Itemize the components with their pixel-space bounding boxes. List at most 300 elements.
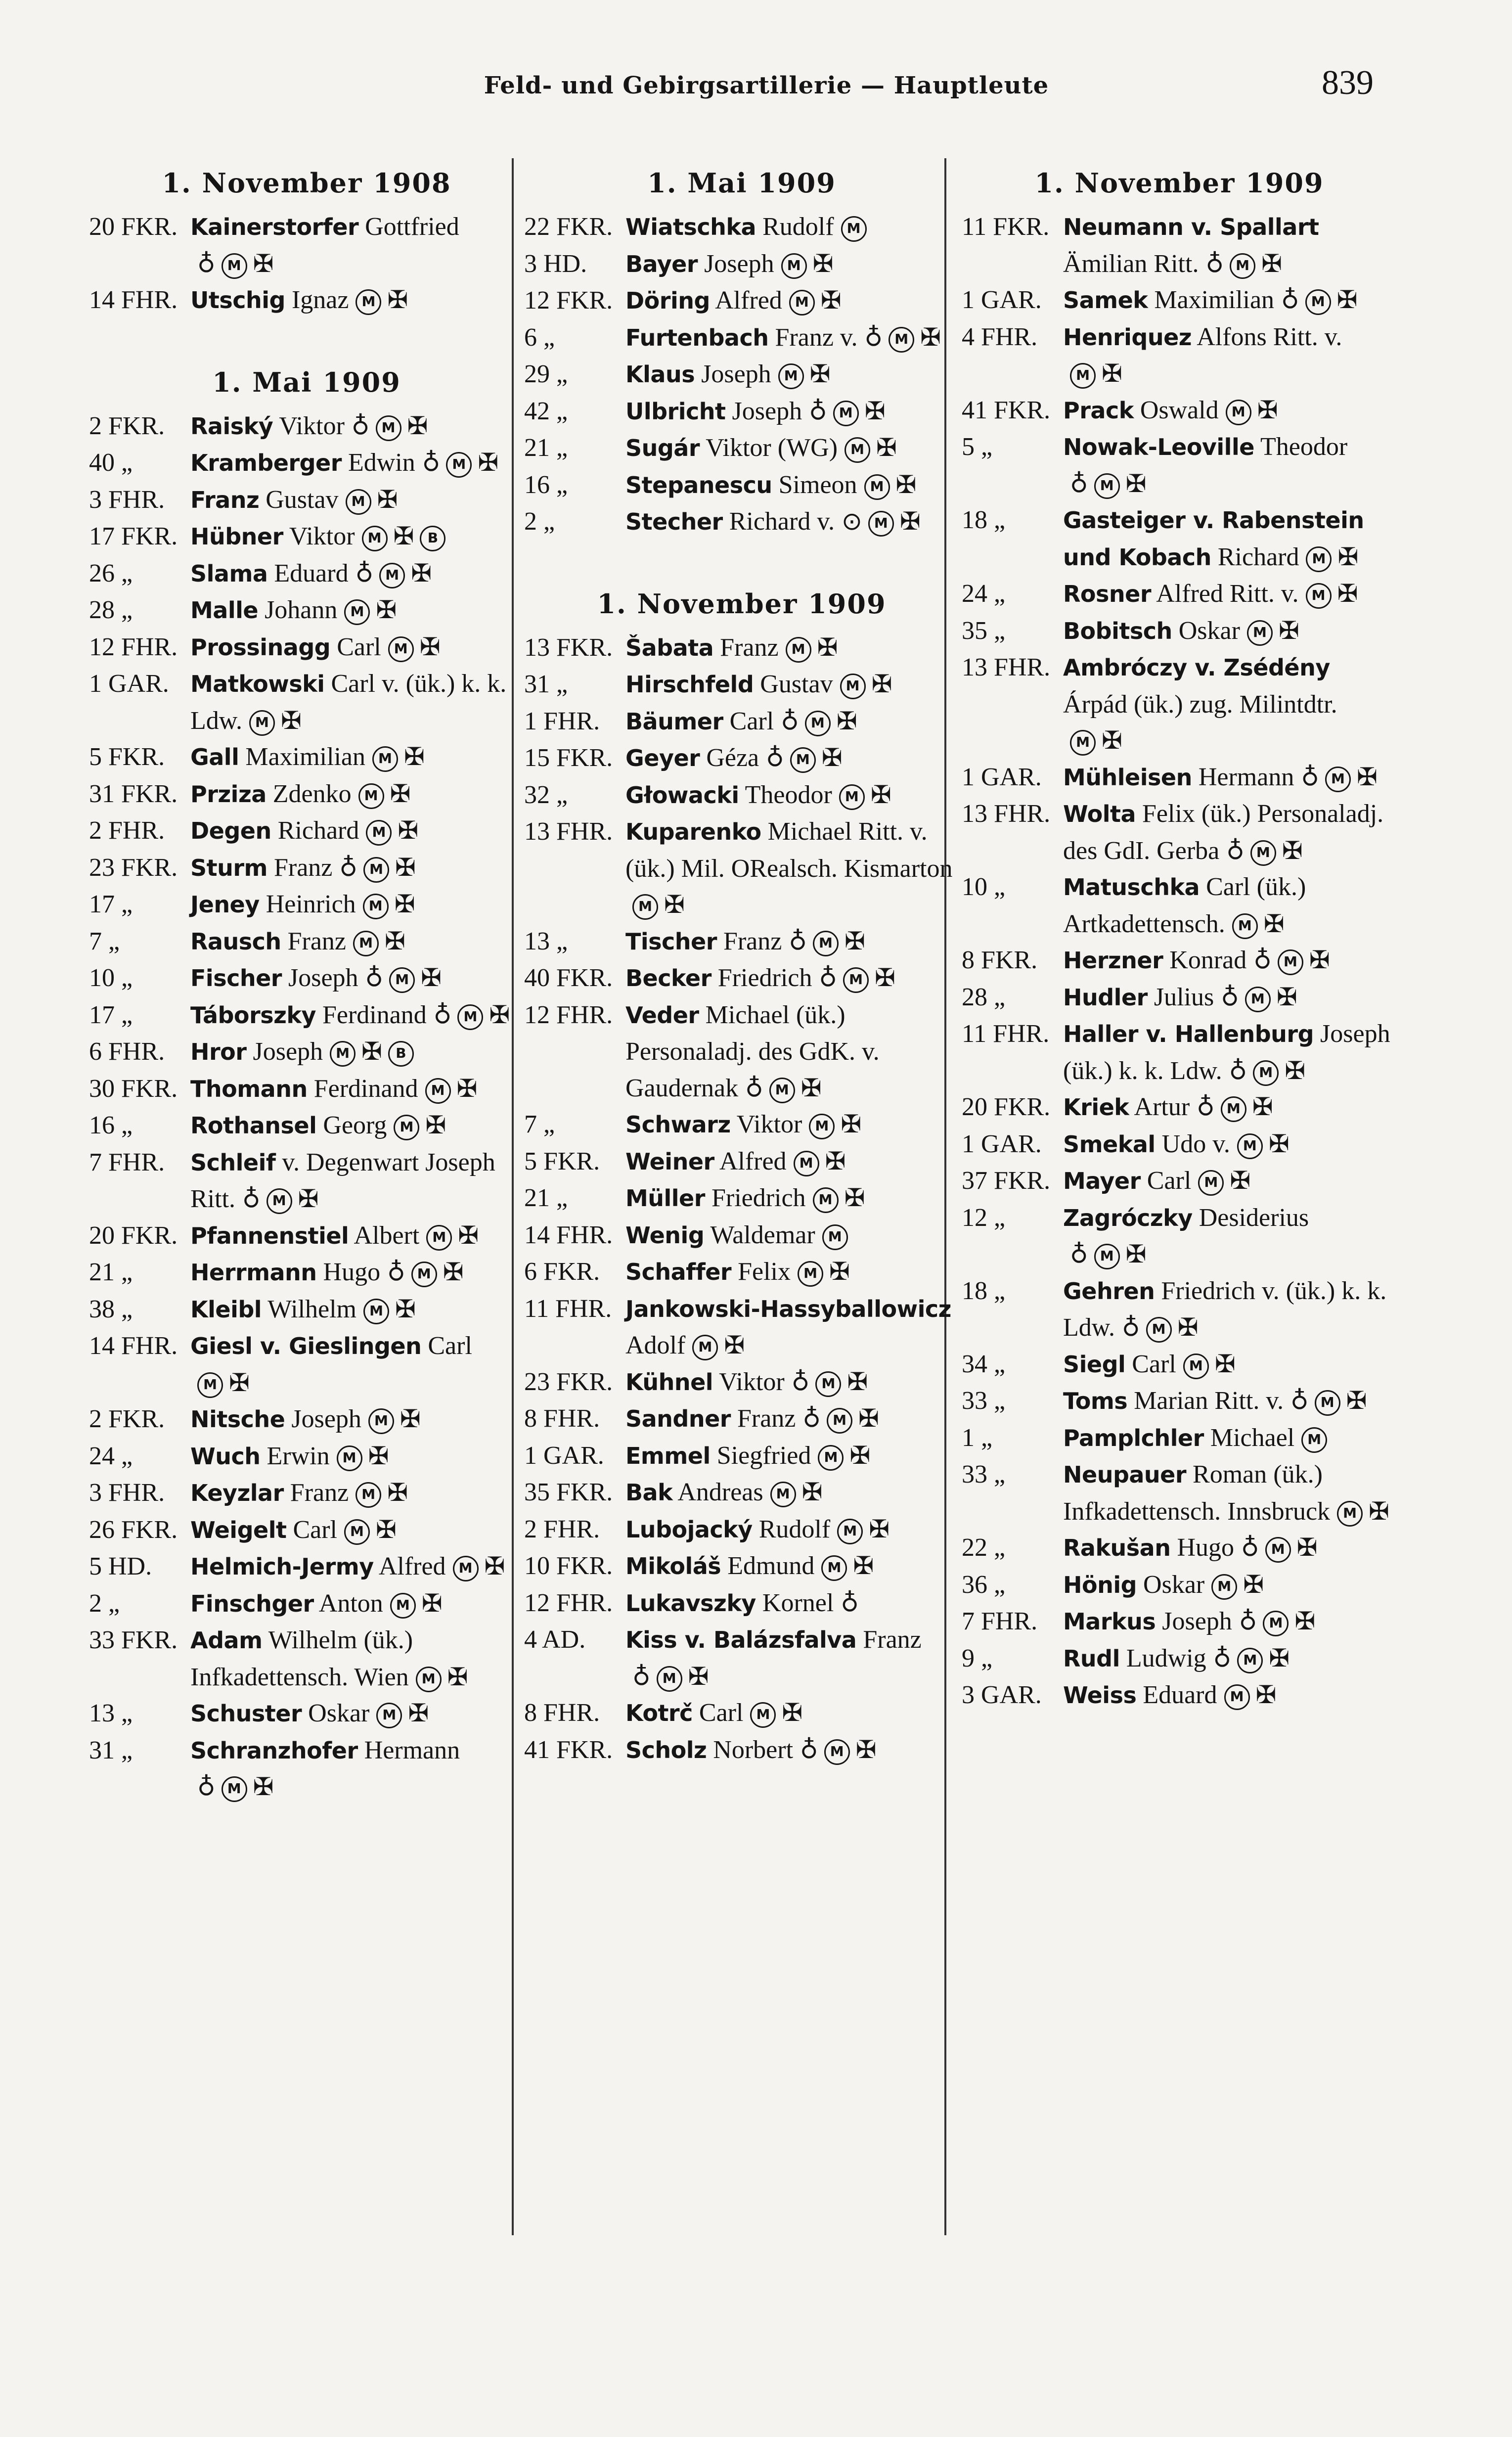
officer-surname: Raiský bbox=[190, 412, 273, 440]
officer-details: Albert bbox=[354, 1221, 420, 1250]
unit-label: 11 FKR. bbox=[962, 213, 1050, 241]
officer-details: Wilhelm (ük.) Infkadettensch. Wien bbox=[190, 1626, 413, 1691]
officer-surname: Hror bbox=[190, 1038, 247, 1065]
unit-label: 32 „ bbox=[524, 780, 568, 809]
unit-label: 2 „ bbox=[89, 1589, 120, 1618]
officer-surname: Stecher bbox=[625, 508, 723, 535]
service-medal-icon: ♁ bbox=[351, 411, 370, 440]
military-merit-medal-icon: M bbox=[376, 415, 401, 441]
decoration-icons bbox=[789, 927, 871, 955]
unit-label: 1 FHR. bbox=[524, 707, 600, 735]
officer-surname: Schaffer bbox=[625, 1259, 732, 1285]
unit-label: 41 FKR. bbox=[962, 396, 1051, 424]
unit-label: 7 „ bbox=[89, 927, 120, 955]
officer-surname: Sandner bbox=[625, 1405, 731, 1432]
officer-details: Friedrich v. (ük.) k. k. Ldw. bbox=[1063, 1276, 1387, 1342]
military-merit-medal-icon: M bbox=[1247, 620, 1273, 646]
service-medal-icon: ♁ bbox=[242, 1184, 261, 1213]
officer-surname: Herzner bbox=[1063, 947, 1163, 974]
officer-details: Viktor bbox=[289, 522, 355, 550]
officer-surname: Fischer bbox=[190, 965, 282, 992]
decoration-icons bbox=[840, 670, 898, 698]
officer-surname: Thomann bbox=[190, 1075, 308, 1102]
unit-label: 1 GAR. bbox=[89, 670, 169, 698]
unit-label: 11 FHR. bbox=[962, 1020, 1050, 1048]
military-merit-medal-icon: M bbox=[1237, 1648, 1263, 1673]
officer-surname: Döring bbox=[625, 287, 710, 314]
unit-label: 4 FHR. bbox=[962, 322, 1038, 351]
section-heading: 1. November 1908 bbox=[162, 167, 451, 199]
officer-surname: Stepanescu bbox=[625, 471, 772, 498]
officer-details: Simeon bbox=[778, 470, 857, 499]
officer-surname: Schwarz bbox=[625, 1111, 731, 1138]
decoration-icons bbox=[346, 486, 404, 514]
military-merit-medal-icon: M bbox=[416, 1667, 442, 1692]
officer-details: Kornel bbox=[762, 1588, 834, 1617]
unit-label: 24 „ bbox=[962, 580, 1006, 608]
officer-details: Oskar bbox=[1178, 616, 1240, 645]
list-item bbox=[962, 209, 1397, 282]
decoration-icons bbox=[781, 250, 840, 278]
unit-label: 14 FHR. bbox=[89, 286, 178, 314]
decoration-icons bbox=[750, 1699, 808, 1727]
service-medal-icon: ♁ bbox=[355, 558, 374, 587]
unit-label: 33 FKR. bbox=[89, 1626, 178, 1654]
military-merit-medal-icon: M bbox=[426, 1225, 452, 1251]
officer-details: Carl bbox=[293, 1515, 337, 1544]
officer-details: Joseph bbox=[253, 1038, 323, 1066]
officer-details: Andreas bbox=[677, 1478, 763, 1506]
jubilee-cross-icon: ✠ bbox=[1276, 982, 1297, 1011]
decoration-icons bbox=[434, 1001, 516, 1029]
officer-surname: Rausch bbox=[190, 928, 281, 955]
list-item bbox=[524, 997, 959, 1107]
officer-details: v. Degenwart Joseph Ritt. bbox=[190, 1148, 495, 1213]
military-merit-medal-icon: M bbox=[1183, 1354, 1209, 1379]
unit-label: 12 „ bbox=[962, 1203, 1006, 1232]
unit-label: 28 „ bbox=[89, 596, 133, 624]
list-item bbox=[89, 445, 524, 482]
military-merit-medal-icon: M bbox=[1226, 400, 1251, 425]
unit-label: 10 FKR. bbox=[524, 1552, 613, 1580]
decoration-icons bbox=[1253, 946, 1336, 974]
jubilee-cross-icon: ✠ bbox=[800, 1073, 822, 1102]
military-merit-medal-icon: M bbox=[1232, 913, 1258, 939]
jubilee-cross-icon: ✠ bbox=[280, 706, 302, 735]
military-merit-medal-icon: M bbox=[864, 474, 890, 500]
officer-surname: Pfannenstiel bbox=[190, 1222, 349, 1249]
officer-surname: Wiatschka bbox=[625, 214, 756, 240]
decoration-icons bbox=[839, 781, 897, 809]
unit-label: 29 „ bbox=[524, 360, 568, 388]
jubilee-cross-icon: ✠ bbox=[1243, 1570, 1264, 1599]
military-merit-medal-icon: M bbox=[770, 1482, 796, 1507]
officer-surname: Furtenbach bbox=[625, 324, 769, 351]
officer-details: Waldemar bbox=[710, 1220, 815, 1249]
unit-label: 3 FHR. bbox=[89, 485, 165, 514]
service-medal-icon: ♁ bbox=[339, 853, 358, 882]
officer-surname: Mikoláš bbox=[625, 1553, 721, 1580]
officer-surname: Siegl bbox=[1063, 1351, 1126, 1378]
list-item bbox=[89, 1218, 524, 1255]
list-item bbox=[962, 1456, 1397, 1530]
military-merit-medal-icon: M bbox=[1263, 1611, 1289, 1636]
military-merit-medal-icon: M bbox=[632, 894, 658, 920]
unit-label: 38 „ bbox=[89, 1295, 133, 1323]
officer-surname: Markus bbox=[1063, 1608, 1156, 1635]
unit-label: 33 „ bbox=[962, 1387, 1006, 1415]
decoration-icons bbox=[1198, 1167, 1256, 1195]
military-merit-medal-icon: M bbox=[798, 1261, 823, 1287]
unit-label: 11 FHR. bbox=[524, 1294, 612, 1323]
military-merit-medal-icon: M bbox=[781, 253, 807, 279]
list-item bbox=[524, 1143, 959, 1180]
section-heading: 1. November 1909 bbox=[1034, 167, 1324, 199]
unit-label: 22 FKR. bbox=[524, 213, 613, 241]
officer-details: Joseph bbox=[291, 1405, 361, 1433]
officer-surname: Bäumer bbox=[625, 708, 723, 735]
jubilee-cross-icon: ✠ bbox=[1278, 616, 1299, 645]
decoration-icons bbox=[813, 1184, 871, 1212]
officer-surname: Schranzhofer bbox=[190, 1737, 358, 1764]
officer-details: Hermann bbox=[1198, 763, 1294, 791]
military-merit-medal-icon: M bbox=[425, 1078, 451, 1104]
jubilee-cross-icon: ✠ bbox=[1255, 1680, 1277, 1709]
unit-label: 5 FKR. bbox=[89, 743, 165, 771]
military-merit-medal-icon: M bbox=[790, 747, 816, 773]
list-item bbox=[962, 282, 1397, 319]
unit-label: 41 FKR. bbox=[524, 1735, 613, 1764]
list-item bbox=[962, 869, 1397, 942]
jubilee-cross-icon: ✠ bbox=[443, 1258, 464, 1286]
list-item bbox=[89, 1548, 524, 1585]
decoration-icons bbox=[845, 434, 903, 462]
military-merit-medal-icon: M bbox=[411, 1262, 437, 1287]
military-merit-medal-icon: M bbox=[1245, 987, 1271, 1012]
officer-surname: Tischer bbox=[625, 928, 717, 955]
decoration-icons bbox=[337, 1442, 395, 1470]
military-merit-medal-icon: M bbox=[824, 1739, 850, 1765]
list-item bbox=[524, 1585, 959, 1622]
jubilee-cross-icon: ✠ bbox=[398, 816, 419, 845]
officer-details: Rudolf bbox=[758, 1515, 831, 1543]
military-merit-medal-icon: M bbox=[267, 1188, 292, 1214]
unit-label: 13 „ bbox=[89, 1699, 133, 1727]
list-item bbox=[962, 942, 1397, 979]
officer-surname: Henriquez bbox=[1063, 323, 1192, 351]
unit-label: 13 „ bbox=[524, 927, 568, 955]
section-heading: 1. November 1909 bbox=[597, 587, 887, 620]
decoration-icons bbox=[821, 1552, 880, 1580]
officer-details: Géza bbox=[706, 744, 759, 772]
military-merit-medal-icon: M bbox=[1211, 1574, 1237, 1600]
unit-label: 20 FKR. bbox=[962, 1093, 1051, 1121]
decoration-icons bbox=[818, 1442, 876, 1470]
officer-surname: Weiss bbox=[1063, 1682, 1137, 1709]
officer-surname: Scholz bbox=[625, 1736, 707, 1763]
service-medal-icon: ♁ bbox=[1213, 1643, 1232, 1672]
list-item bbox=[524, 209, 959, 246]
list-item bbox=[89, 408, 524, 445]
jubilee-cross-icon: ✠ bbox=[1261, 249, 1282, 278]
officer-details: Viktor (WG) bbox=[706, 434, 838, 462]
officer-surname: Prack bbox=[1063, 397, 1134, 424]
service-medal-icon: ♁ bbox=[766, 743, 784, 772]
decoration-icons bbox=[365, 964, 448, 992]
unit-label: 16 „ bbox=[524, 470, 568, 499]
jubilee-cross-icon: ✠ bbox=[1252, 1092, 1273, 1121]
jubilee-cross-icon: ✠ bbox=[855, 1735, 877, 1764]
jubilee-cross-icon: ✠ bbox=[421, 963, 442, 992]
decoration-icons bbox=[390, 1589, 448, 1618]
jubilee-cross-icon: ✠ bbox=[411, 558, 432, 587]
list-item bbox=[962, 649, 1397, 759]
military-merit-medal-icon: M bbox=[368, 1408, 394, 1434]
jubilee-cross-icon: ✠ bbox=[836, 706, 857, 735]
page-number: 839 bbox=[1322, 64, 1374, 102]
officer-details: Theodor bbox=[745, 780, 832, 809]
unit-label: 1 GAR. bbox=[962, 286, 1042, 314]
jubilee-cross-icon: ✠ bbox=[724, 1331, 745, 1359]
service-medal-icon: ♁ bbox=[1070, 1240, 1088, 1268]
list-item bbox=[89, 1622, 524, 1695]
list-item bbox=[962, 796, 1397, 869]
officer-surname: Zagróczky bbox=[1063, 1204, 1193, 1231]
jubilee-cross-icon: ✠ bbox=[387, 1478, 408, 1507]
list-item bbox=[89, 850, 524, 887]
list-item bbox=[524, 666, 959, 703]
unit-label: 3 FHR. bbox=[89, 1479, 165, 1507]
list-item bbox=[89, 923, 524, 960]
list-item bbox=[962, 429, 1397, 502]
jubilee-cross-icon: ✠ bbox=[875, 963, 895, 992]
service-medal-icon: ♁ bbox=[841, 1588, 859, 1617]
jubilee-cross-icon: ✠ bbox=[801, 1478, 823, 1506]
jubilee-cross-icon: ✠ bbox=[1102, 359, 1122, 388]
unit-label: 2 FKR. bbox=[89, 1405, 165, 1433]
officer-details: Carl bbox=[729, 707, 774, 735]
military-merit-medal-icon: M bbox=[197, 1372, 223, 1398]
jubilee-cross-icon: ✠ bbox=[876, 433, 897, 462]
jubilee-cross-icon: ✠ bbox=[390, 779, 411, 808]
jubilee-cross-icon: ✠ bbox=[1369, 1496, 1389, 1526]
military-merit-medal-icon: M bbox=[1070, 363, 1096, 389]
list-item bbox=[524, 356, 959, 393]
jubilee-cross-icon: ✠ bbox=[458, 1220, 479, 1250]
jubilee-cross-icon: ✠ bbox=[870, 780, 891, 809]
officer-surname: Hirschfeld bbox=[625, 671, 754, 698]
unit-label: 18 „ bbox=[962, 506, 1006, 534]
service-medal-icon: ♁ bbox=[1301, 762, 1319, 791]
list-item bbox=[524, 246, 959, 283]
decoration-icons bbox=[197, 1369, 256, 1397]
decoration-icons bbox=[426, 1221, 485, 1250]
officer-surname: Gall bbox=[190, 744, 239, 770]
decoration-icons bbox=[387, 1258, 470, 1286]
unit-label: 3 GAR. bbox=[962, 1681, 1042, 1709]
list-item bbox=[524, 703, 959, 740]
officer-surname: Kramberger bbox=[190, 450, 342, 476]
service-medal-icon: ♁ bbox=[422, 448, 441, 477]
jubilee-cross-icon: ✠ bbox=[809, 360, 831, 388]
list-item bbox=[524, 1732, 959, 1769]
list-item bbox=[524, 1400, 959, 1438]
unit-label: 16 „ bbox=[89, 1111, 133, 1139]
unit-label: 13 FHR. bbox=[962, 653, 1051, 681]
list-item bbox=[524, 393, 959, 430]
officer-surname: Ambróczy v. Zsédény bbox=[1063, 654, 1330, 681]
unit-label: 24 „ bbox=[89, 1442, 133, 1470]
jubilee-cross-icon: ✠ bbox=[478, 448, 499, 477]
column-1 bbox=[89, 158, 524, 1805]
unit-label: 2 FHR. bbox=[524, 1515, 600, 1543]
jubilee-cross-icon: ✠ bbox=[688, 1662, 709, 1691]
military-merit-medal-icon: M bbox=[379, 563, 405, 588]
military-merit-medal-icon: M bbox=[818, 1445, 844, 1471]
military-merit-medal-icon: M bbox=[657, 1666, 682, 1692]
military-merit-medal-icon: M bbox=[833, 401, 859, 426]
list-item bbox=[962, 502, 1397, 576]
military-merit-medal-icon: M bbox=[815, 1371, 841, 1397]
jubilee-cross-icon: ✠ bbox=[1125, 469, 1147, 498]
jubilee-cross-icon: ✠ bbox=[821, 743, 843, 772]
list-item bbox=[524, 1180, 959, 1217]
officer-surname: Kleibl bbox=[190, 1296, 262, 1323]
military-merit-medal-icon: M bbox=[822, 1224, 848, 1250]
unit-label: 23 FKR. bbox=[89, 853, 178, 882]
decoration-icons bbox=[778, 360, 837, 388]
jubilee-cross-icon: ✠ bbox=[385, 926, 405, 955]
decoration-icons bbox=[837, 1515, 895, 1543]
jubilee-cross-icon: ✠ bbox=[1282, 836, 1303, 865]
unit-label: 36 „ bbox=[962, 1570, 1006, 1599]
military-merit-medal-icon: M bbox=[330, 1041, 356, 1067]
officer-details: Julius bbox=[1154, 983, 1214, 1011]
officer-surname: Toms bbox=[1063, 1388, 1128, 1414]
military-merit-medal-icon: M bbox=[1253, 1060, 1279, 1086]
unit-label: 17 „ bbox=[89, 1000, 133, 1029]
list-item bbox=[524, 1106, 959, 1143]
officer-details: Edwin bbox=[348, 449, 415, 477]
officer-details: Hugo bbox=[323, 1258, 381, 1286]
military-merit-medal-icon: M bbox=[344, 1519, 370, 1545]
decoration-icons bbox=[366, 816, 424, 845]
unit-label: 21 „ bbox=[89, 1258, 133, 1286]
service-medal-icon: ♁ bbox=[819, 963, 838, 992]
decoration-icons bbox=[802, 1404, 885, 1433]
unit-label: 31 „ bbox=[89, 1736, 133, 1764]
officer-surname: Giesl v. Gieslingen bbox=[190, 1333, 422, 1359]
unit-label: 26 FKR. bbox=[89, 1515, 178, 1544]
decoration-icons bbox=[1122, 1313, 1204, 1342]
jubilee-cross-icon: ✠ bbox=[1296, 1533, 1318, 1562]
decoration-icons bbox=[800, 1736, 883, 1764]
military-merit-medal-icon: M bbox=[366, 820, 392, 846]
military-merit-medal-icon: M bbox=[1337, 1501, 1363, 1527]
unit-label: 26 „ bbox=[89, 559, 133, 587]
military-merit-medal-icon: M bbox=[356, 1482, 381, 1508]
decoration-icons bbox=[376, 1699, 435, 1727]
officer-surname: Becker bbox=[625, 965, 712, 992]
unit-label: 15 FKR. bbox=[524, 744, 613, 772]
officer-details: Wilhelm bbox=[267, 1295, 357, 1323]
list-item bbox=[89, 1585, 524, 1623]
decoration-icons bbox=[786, 633, 844, 662]
military-merit-medal-icon: M bbox=[1230, 253, 1255, 279]
jubilee-cross-icon: ✠ bbox=[1263, 909, 1285, 938]
list-item bbox=[89, 1034, 524, 1071]
jubilee-cross-icon: ✠ bbox=[1125, 1240, 1147, 1268]
officer-details: Joseph bbox=[701, 360, 771, 388]
decoration-icons bbox=[745, 1074, 828, 1102]
military-merit-medal-icon: M bbox=[1146, 1317, 1172, 1343]
jubilee-cross-icon: ✠ bbox=[1230, 1166, 1251, 1195]
list-item bbox=[962, 576, 1397, 613]
unit-label: 31 FKR. bbox=[89, 779, 178, 808]
unit-label: 10 „ bbox=[962, 873, 1006, 901]
unit-label: 42 „ bbox=[524, 397, 568, 425]
military-merit-medal-icon: M bbox=[778, 363, 804, 389]
jubilee-cross-icon: ✠ bbox=[1337, 579, 1358, 608]
list-item bbox=[89, 1401, 524, 1438]
officer-details: Viktor bbox=[719, 1367, 785, 1396]
unit-label: 12 FHR. bbox=[89, 632, 178, 661]
officer-details: Eduard bbox=[274, 559, 349, 587]
list-item bbox=[89, 1144, 524, 1218]
officer-details: Ludwig bbox=[1126, 1644, 1206, 1672]
service-medal-icon: ♁ bbox=[1241, 1533, 1259, 1562]
jubilee-cross-icon: ✠ bbox=[229, 1368, 250, 1397]
service-medal-icon: ♁ bbox=[1197, 1092, 1215, 1121]
jubilee-cross-icon: ✠ bbox=[1336, 285, 1358, 314]
officer-surname: Kriek bbox=[1063, 1094, 1129, 1121]
unit-label: 21 „ bbox=[524, 434, 568, 462]
military-merit-medal-icon: M bbox=[353, 931, 379, 956]
unit-label: 7 FHR. bbox=[962, 1607, 1038, 1635]
jubilee-cross-icon: ✠ bbox=[899, 507, 921, 536]
list-item bbox=[89, 482, 524, 519]
officer-details: Hugo bbox=[1177, 1534, 1235, 1562]
list-item bbox=[89, 812, 524, 850]
bravery-medal-icon: B bbox=[388, 1041, 414, 1067]
officer-surname: Rakušan bbox=[1063, 1534, 1171, 1561]
military-merit-medal-icon: M bbox=[362, 526, 388, 551]
jubilee-cross-icon: ✠ bbox=[400, 1404, 421, 1433]
list-item bbox=[962, 1163, 1397, 1200]
officer-details: Alfred bbox=[719, 1147, 787, 1175]
officer-details: Alfred bbox=[378, 1552, 446, 1580]
list-item bbox=[89, 592, 524, 629]
decoration-icons bbox=[632, 1663, 715, 1691]
officer-surname: Degen bbox=[190, 817, 271, 844]
military-merit-medal-icon: M bbox=[786, 637, 811, 663]
unit-label: 2 FKR. bbox=[89, 411, 165, 440]
service-medal-icon: ♁ bbox=[1070, 469, 1088, 498]
unit-label: 1 GAR. bbox=[524, 1441, 604, 1470]
decoration-icons bbox=[356, 1479, 414, 1507]
list-item bbox=[524, 1548, 959, 1585]
officer-details: Franz bbox=[287, 927, 347, 955]
officer-details: Richard bbox=[1217, 542, 1299, 571]
unit-label: 40 FKR. bbox=[524, 964, 613, 992]
officer-details: Carl (ük.) Artkadettensch. bbox=[1063, 873, 1306, 938]
officer-details: Konrad bbox=[1169, 946, 1247, 974]
jubilee-cross-icon: ✠ bbox=[394, 890, 415, 918]
jubilee-cross-icon: ✠ bbox=[664, 890, 685, 919]
officer-surname: Schuster bbox=[190, 1700, 302, 1727]
officer-details: Maximilian bbox=[1154, 286, 1275, 314]
officer-surname: Malle bbox=[190, 597, 259, 624]
